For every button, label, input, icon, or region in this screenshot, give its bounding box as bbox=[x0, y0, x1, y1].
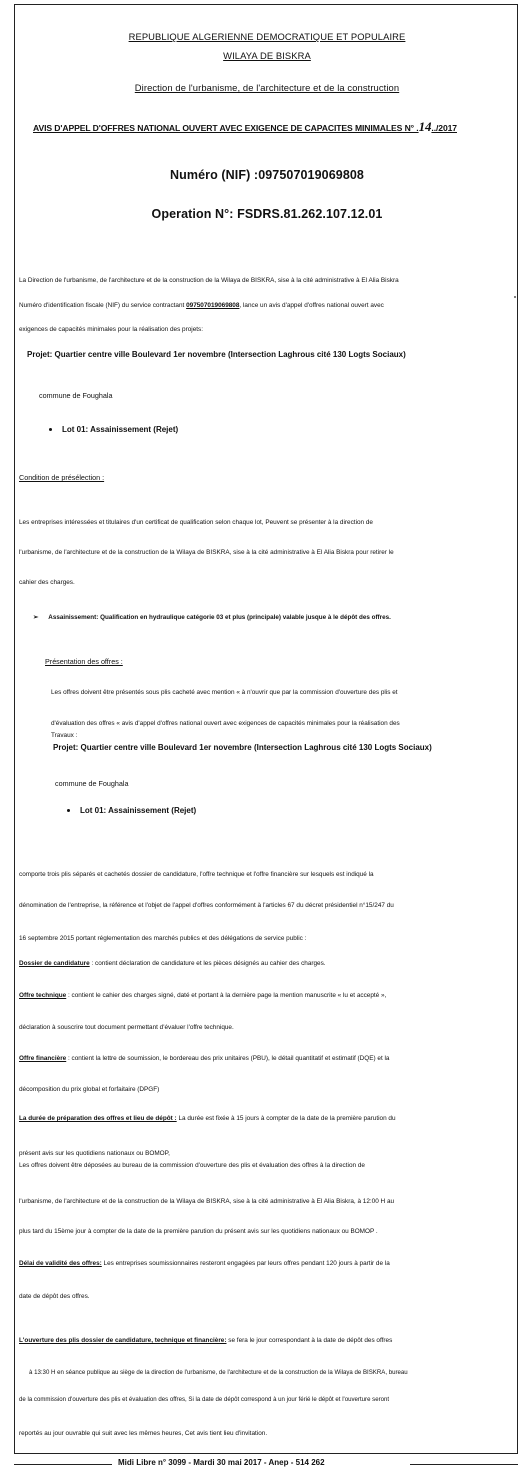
duree-label: La durée de préparation des offres et lieu de dépôt : bbox=[19, 1115, 177, 1122]
wilaya-heading: WILAYA DE BISKRA bbox=[223, 50, 311, 61]
dossier-text: : contient déclaration de candidature et les pièces désignés au cahier des charges. bbox=[89, 960, 326, 967]
intro-lot-label: Lot 01: Assainissement (Rejet) bbox=[62, 425, 179, 434]
avis-title bbox=[33, 119, 457, 135]
ouverture-line-2: à 13:30 H en séance publique au siège de la direction de l'urbanisme, de l'architecture et de la construction de la Wilaya de BISKRA, bureau bbox=[29, 1369, 408, 1376]
scan-speck bbox=[514, 296, 516, 298]
presentation-lot-label: Lot 01: Assainissement (Rejet) bbox=[80, 806, 197, 815]
presentation-title: Présentation des offres : bbox=[45, 657, 123, 666]
depot-line-1: Les offres doivent être déposées au bureau de la commission d'ouverture des plis et évaluation des offres à la direction de bbox=[19, 1162, 365, 1169]
intro-line-1: La Direction de l'urbanisme, de l'architecture et de la construction de la Wilaya de BISKRA, sise à la cité administrative à El Alia Biskra bbox=[19, 277, 399, 284]
dossier-label: Dossier de candidature bbox=[19, 960, 90, 967]
delai-validite bbox=[19, 1260, 390, 1268]
presentation-line-1: Les offres doivent être présentés sous plis cacheté avec mention « à n'ouvrir que par la commission d'ouverture des plis et bbox=[51, 689, 398, 696]
footer-rule-right bbox=[410, 1464, 518, 1465]
tech-text-1: : contient le cahier des charges signé, daté et portant à la dernière page la mention manuscrite « lu et accepté », bbox=[66, 992, 387, 999]
footer bbox=[0, 1458, 530, 1472]
delai-label: Délai de validité des offres: bbox=[19, 1260, 102, 1267]
footer-rule-left bbox=[14, 1464, 112, 1465]
bullet-icon bbox=[67, 809, 70, 812]
ouverture-plis bbox=[19, 1337, 392, 1345]
nif-heading: Numéro (NIF) :097507019069808 bbox=[170, 168, 364, 182]
depot-line-2: l'urbanisme, de l'architecture et de la construction de la Wilaya de BISKRA, sise à la cité administrative à El Alia Biskra, à 12:00 H au bbox=[19, 1198, 395, 1205]
delai-line-2: date de dépôt des offres. bbox=[19, 1293, 90, 1300]
bullet-icon bbox=[49, 428, 52, 431]
comporte-line-2: dénomination de l'entreprise, la référence et l'objet de l'appel d'offres conformément à l'articles 67 du décret présidentiel n°15/247 du bbox=[19, 902, 394, 909]
intro-nif-number: 097507019069808 bbox=[186, 302, 240, 309]
notice-page bbox=[14, 4, 518, 1454]
intro-line-2 bbox=[19, 302, 384, 310]
avis-suffix: ../2017 bbox=[431, 123, 457, 133]
delai-text-1: Les entreprises soumissionnaires resteront engagées par leurs offres pendant 120 jours à partir de la bbox=[101, 1260, 390, 1267]
qualification-text: Assainissement: Qualification en hydraulique catégorie 03 et plus (principale) valable jusque à le dépôt des offres. bbox=[48, 614, 391, 621]
intro-commune: commune de Foughala bbox=[39, 391, 113, 400]
comporte-line-3: 16 septembre 2015 portant réglementation des marchés publics et des délégations de service public : bbox=[19, 935, 307, 942]
direction-heading: Direction de l'urbanisme, de l'architecture et de la construction bbox=[134, 82, 400, 93]
presentation-lot bbox=[67, 806, 196, 815]
dossier-candidature bbox=[19, 960, 326, 968]
avis-number-handwritten: 14 bbox=[418, 119, 432, 134]
offre-financiere bbox=[19, 1055, 389, 1063]
offre-financiere-line-2: décomposition du prix global et forfaitaire (DPGF) bbox=[19, 1086, 160, 1093]
depot-line-3: plus tard du 15ème jour à compter de la date de la première parution du présent avis sur les quotidiens nationaux ou BOMOP . bbox=[19, 1228, 378, 1235]
presentation-line-3: Travaux : bbox=[51, 732, 78, 739]
intro-lot bbox=[49, 425, 178, 434]
qualification-line bbox=[33, 614, 391, 621]
preselection-line-2: l'urbanisme, de l'architecture et de la construction de la Wilaya de BISKRA, sise à la cité administrative à El Alia Biskra pour retirer le bbox=[19, 549, 394, 556]
comporte-line-1: comporte trois plis séparés et cachetés dossier de candidature, l'offre technique et l'offre financière sur lesquels est indiqué la bbox=[19, 871, 374, 878]
presentation-projet: Projet: Quartier centre ville Boulevard 1er novembre (Intersection Laghrous cité 130 Logts Sociaux) bbox=[53, 743, 432, 752]
duree-preparation bbox=[19, 1115, 396, 1123]
ouverture-text-1: se fera le jour correspondant à la date de dépôt des offres bbox=[226, 1337, 393, 1344]
duree-text-1: La durée est fixée à 15 jours à compter de la date de la première parution du bbox=[176, 1115, 396, 1122]
intro-projet: Projet: Quartier centre ville Boulevard 1er novembre (Intersection Laghrous cité 130 Logts Sociaux) bbox=[27, 350, 406, 359]
footer-publication: Midi Libre n° 3099 - Mardi 30 mai 2017 - Anep - 514 262 bbox=[118, 1458, 325, 1467]
fin-text-1: : contient la lettre de soumission, le bordereau des prix unitaires (PBU), le détail quantitatif et estimatif (DQE) et la bbox=[66, 1055, 390, 1062]
intro-line-2-tail: , lance un avis d'appel d'offres national ouvert avec bbox=[239, 302, 384, 309]
ouverture-line-4: reportés au jour ouvrable qui suit avec les mêmes heures, Cet avis tient lieu d'invitation. bbox=[19, 1430, 268, 1437]
fin-label: Offre financière bbox=[19, 1055, 67, 1062]
presentation-commune: commune de Foughala bbox=[55, 779, 129, 788]
ouverture-label: L'ouverture des plis dossier de candidature, technique et financière: bbox=[19, 1337, 227, 1344]
arrow-icon: ➢ bbox=[33, 614, 39, 621]
republic-heading: REPUBLIQUE ALGERIENNE DEMOCRATIQUE ET POPULAIRE bbox=[128, 31, 406, 42]
duree-line-2: présent avis sur les quotidiens nationaux ou BOMOP, bbox=[19, 1150, 170, 1157]
intro-line-2-text: Numéro d'identification fiscale (NIF) du service contractant bbox=[19, 302, 187, 309]
offre-technique-line-2: déclaration à souscrire tout document permettant d'évaluer l'offre technique. bbox=[19, 1024, 234, 1031]
avis-prefix: AVIS D'APPEL D'OFFRES NATIONAL OUVERT AVEC EXIGENCE DE CAPACITES MINIMALES N° . bbox=[33, 123, 419, 133]
presentation-line-2: d'évaluation des offres « avis d'appel d'offres national ouvert avec exigences de capacités minimales pour la réalisation des bbox=[51, 720, 400, 727]
intro-line-3: exigences de capacités minimales pour la réalisation des projets: bbox=[19, 326, 204, 333]
ouverture-line-3: de la commission d'ouverture des plis et évaluation des offres, Si la date de dépôt correspond à un jour férié le dépôt et l'ouverture seront bbox=[19, 1396, 390, 1403]
preselection-line-1: Les entreprises intéressées et titulaires d'un certificat de qualification selon chaque lot, Peuvent se présenter à la direction de bbox=[19, 519, 373, 526]
preselection-line-3: cahier des charges. bbox=[19, 579, 75, 586]
preselection-title: Condition de présélection : bbox=[19, 473, 105, 482]
operation-heading: Operation N°: FSDRS.81.262.107.12.01 bbox=[151, 207, 383, 221]
offre-technique bbox=[19, 992, 386, 1000]
tech-label: Offre technique bbox=[19, 992, 67, 999]
